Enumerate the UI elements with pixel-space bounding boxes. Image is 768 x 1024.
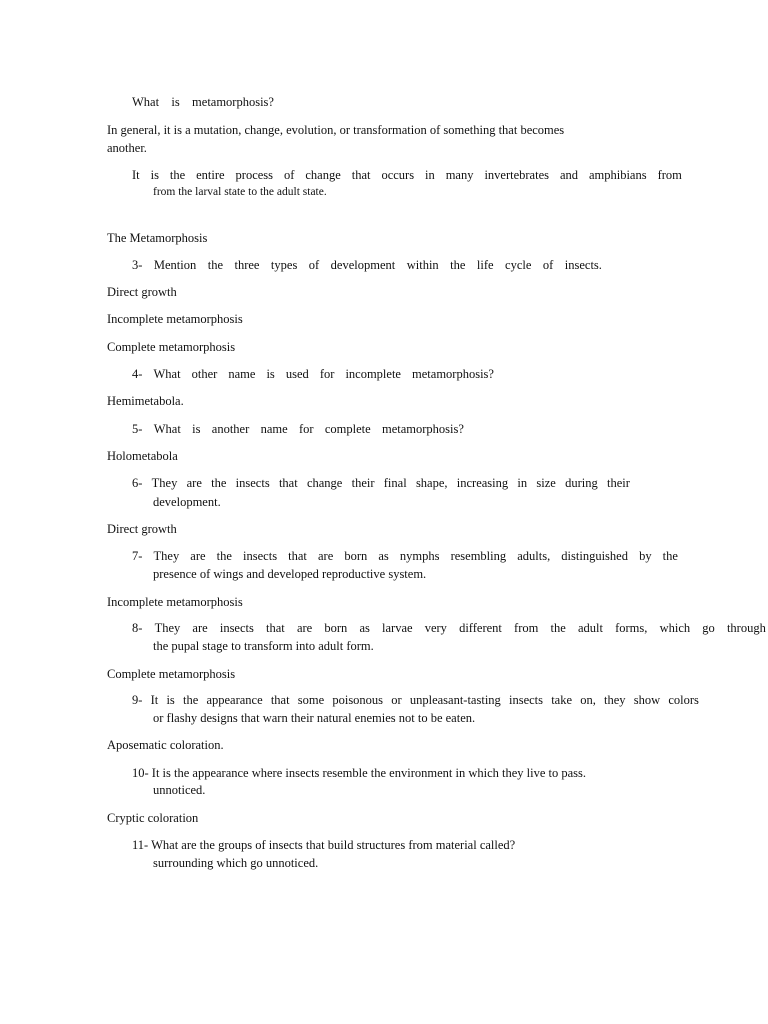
question-6-line-2: development. xyxy=(153,495,221,509)
word: the xyxy=(169,168,186,182)
answer-incomplete-metamorphosis: Incomplete metamorphosis xyxy=(107,312,243,326)
word: insects xyxy=(243,549,278,563)
question-8-line-2: the pupal stage to transform into adult form. xyxy=(153,639,374,653)
word: types xyxy=(270,258,298,272)
question-8-line-1 xyxy=(132,620,766,636)
word: metamorphosis? xyxy=(192,95,274,109)
answer-4: Hemimetabola. xyxy=(107,394,184,408)
word: 6- xyxy=(132,476,143,490)
question-what-is-metamorphosis xyxy=(132,94,274,110)
answer-10: Cryptic coloration xyxy=(107,811,199,825)
word: born xyxy=(344,549,368,563)
word: as xyxy=(378,549,389,563)
word: the xyxy=(450,258,466,272)
word: insects. xyxy=(564,258,602,272)
word: nymphs xyxy=(399,549,440,563)
word: other xyxy=(191,367,218,381)
answer-7: Incomplete metamorphosis xyxy=(107,595,243,609)
word: which xyxy=(659,621,691,635)
question-6-line-1 xyxy=(132,475,630,491)
word: or xyxy=(391,693,402,707)
word: is xyxy=(171,95,180,109)
word: during xyxy=(565,476,598,490)
word: metamorphosis? xyxy=(412,367,494,381)
process-line-2: from the larval state to the adult state. xyxy=(153,186,327,198)
word: larvae xyxy=(382,621,413,635)
word: colors xyxy=(668,693,699,707)
question-3 xyxy=(132,257,602,273)
word: invertebrates xyxy=(484,168,549,182)
word: very xyxy=(424,621,447,635)
word: are xyxy=(318,549,334,563)
question-9-line-2: or flashy designs that warn their natural enemies not to be eaten. xyxy=(153,711,476,725)
word: that xyxy=(351,168,371,182)
word: the xyxy=(207,258,223,272)
word: 8- xyxy=(132,621,143,635)
word: through xyxy=(726,621,766,635)
word: development xyxy=(330,258,396,272)
answer-direct-growth: Direct growth xyxy=(107,285,177,299)
word: for xyxy=(319,367,335,381)
word: distinguished xyxy=(561,549,628,563)
word: What xyxy=(153,422,181,436)
word: They xyxy=(153,549,180,563)
word: 5- xyxy=(132,422,143,436)
word: insects xyxy=(219,621,254,635)
word: 7- xyxy=(132,549,143,563)
word: is xyxy=(150,168,159,182)
word: They xyxy=(151,476,178,490)
word: Mention xyxy=(153,258,197,272)
word: from xyxy=(657,168,682,182)
word: on, xyxy=(580,693,596,707)
word: they xyxy=(604,693,626,707)
process-line-1 xyxy=(132,167,682,183)
word: appearance xyxy=(206,693,263,707)
word: as xyxy=(359,621,370,635)
word: the xyxy=(211,476,227,490)
word: metamorphosis? xyxy=(382,422,464,436)
word: of xyxy=(542,258,554,272)
word: by xyxy=(639,549,652,563)
word: It xyxy=(150,693,159,707)
word: resembling xyxy=(450,549,507,563)
word: insects xyxy=(235,476,270,490)
word: unpleasant-tasting xyxy=(409,693,501,707)
word: size xyxy=(536,476,556,490)
word: life xyxy=(476,258,494,272)
word: What xyxy=(132,95,160,109)
word: the xyxy=(550,621,566,635)
word: and xyxy=(559,168,579,182)
word: amphibians xyxy=(588,168,647,182)
section-title: The Metamorphosis xyxy=(107,231,208,245)
question-5 xyxy=(132,421,464,437)
word: that xyxy=(270,693,290,707)
word: What xyxy=(153,367,181,381)
question-11-line-1: 11- What are the groups of insects that build structures from material called? xyxy=(132,838,516,852)
word: the xyxy=(182,693,199,707)
word: insects xyxy=(508,693,544,707)
word: born xyxy=(324,621,348,635)
word: different xyxy=(459,621,502,635)
word: another xyxy=(211,422,250,436)
word: cycle xyxy=(505,258,532,272)
word: are xyxy=(192,621,208,635)
word: is xyxy=(192,422,201,436)
word: adult xyxy=(577,621,603,635)
word: incomplete xyxy=(345,367,401,381)
word: name xyxy=(228,367,256,381)
intro-line-1: In general, it is a mutation, change, evolution, or transformation of something that becomes xyxy=(107,123,565,137)
word: are xyxy=(296,621,313,635)
word: name xyxy=(260,422,288,436)
question-11-line-2: surrounding which go unnoticed. xyxy=(153,856,319,870)
word: three xyxy=(234,258,260,272)
question-9-line-1 xyxy=(132,692,699,708)
intro-line-2: another. xyxy=(107,141,147,155)
word: complete xyxy=(324,422,371,436)
word: show xyxy=(633,693,661,707)
word: change xyxy=(306,476,343,490)
word: entire xyxy=(196,168,225,182)
word: increasing xyxy=(456,476,509,490)
word: that xyxy=(288,549,307,563)
word: poisonous xyxy=(332,693,384,707)
word: occurs xyxy=(381,168,415,182)
word: 9- xyxy=(132,693,143,707)
word: the xyxy=(662,549,678,563)
word: are xyxy=(186,476,202,490)
answer-complete-metamorphosis: Complete metamorphosis xyxy=(107,340,236,354)
word: the xyxy=(216,549,232,563)
answer-5: Holometabola xyxy=(107,449,178,463)
answer-6: Direct growth xyxy=(107,522,177,536)
word: used xyxy=(285,367,309,381)
word: are xyxy=(190,549,206,563)
word: final xyxy=(383,476,407,490)
question-7-line-1 xyxy=(132,548,678,564)
word: adults, xyxy=(517,549,551,563)
word: 3- xyxy=(132,258,143,272)
word: that xyxy=(266,621,285,635)
word: take xyxy=(551,693,573,707)
word: shape, xyxy=(415,476,448,490)
word: is xyxy=(166,693,175,707)
word: of xyxy=(284,168,295,182)
question-10-line-1: 10- It is the appearance where insects resemble the environment in which they live to pass. xyxy=(132,766,587,780)
answer-9: Aposematic coloration. xyxy=(107,738,224,752)
question-10-line-2: unnoticed. xyxy=(153,783,206,797)
word: some xyxy=(297,693,325,707)
word: change xyxy=(305,168,341,182)
word: within xyxy=(406,258,439,272)
word: for xyxy=(298,422,314,436)
question-7-line-2: presence of wings and developed reproductive system. xyxy=(153,567,427,581)
word: many xyxy=(445,168,474,182)
word: 4- xyxy=(132,367,143,381)
word: It xyxy=(132,168,140,182)
answer-8: Complete metamorphosis xyxy=(107,667,236,681)
word: process xyxy=(235,168,274,182)
word: is xyxy=(266,367,275,381)
word: their xyxy=(351,476,375,490)
question-4 xyxy=(132,366,494,382)
word: forms, xyxy=(615,621,648,635)
word: their xyxy=(606,476,630,490)
word: in xyxy=(425,168,435,182)
word: They xyxy=(154,621,181,635)
word: go xyxy=(702,621,715,635)
word: of xyxy=(308,258,320,272)
word: in xyxy=(517,476,528,490)
word: that xyxy=(278,476,298,490)
word: from xyxy=(514,621,539,635)
